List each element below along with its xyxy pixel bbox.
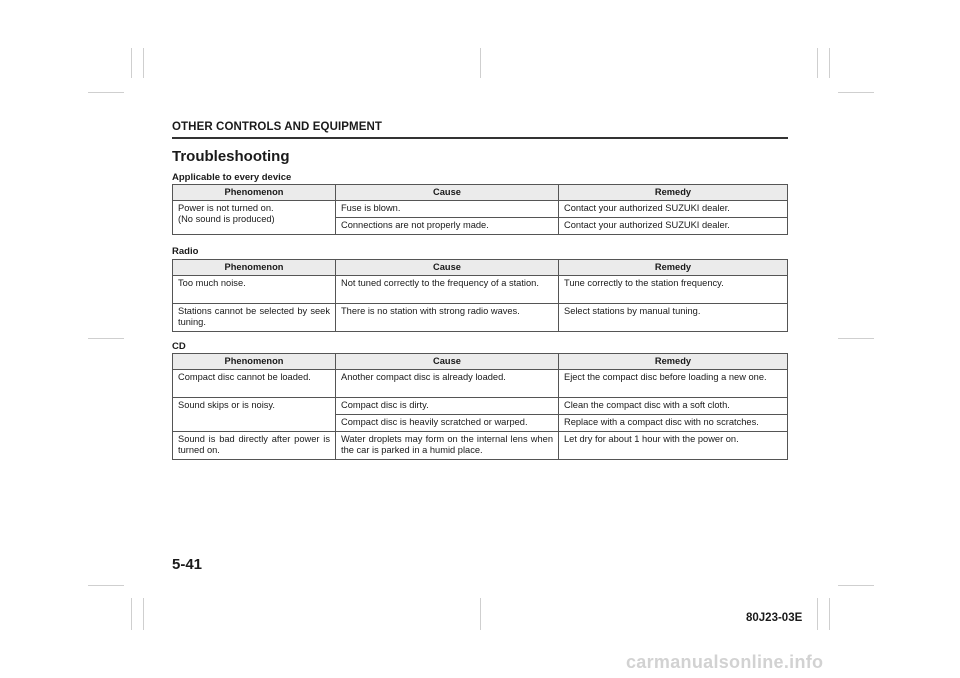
column-header: Phenomenon — [173, 354, 336, 370]
crop-mark — [838, 92, 874, 93]
table-row — [173, 370, 788, 398]
phenomenon-cell: Sound skips or is noisy. — [173, 398, 336, 432]
crop-mark — [143, 48, 144, 78]
cause-cell: Another compact disc is already loaded. — [336, 370, 559, 398]
remedy-cell: Select stations by manual tuning. — [559, 304, 788, 332]
table-row — [173, 304, 788, 332]
phenomenon-cell: Stations cannot be selected by seek tuning. — [173, 304, 336, 332]
cause-cell: Water droplets may form on the internal lens when the car is parked in a humid place. — [336, 432, 559, 460]
phenomenon-cell: Too much noise. — [173, 276, 336, 304]
crop-mark — [88, 92, 124, 93]
crop-mark — [131, 598, 132, 630]
table-cd — [172, 353, 788, 460]
table-every-device — [172, 184, 788, 235]
cause-cell: Fuse is blown. — [336, 201, 559, 218]
crop-mark — [131, 48, 132, 78]
section-heading-radio: Radio — [172, 246, 199, 257]
remedy-cell: Eject the compact disc before loading a new one. — [559, 370, 788, 398]
remedy-cell: Contact your authorized SUZUKI dealer. — [559, 201, 788, 218]
crop-mark — [480, 598, 481, 630]
column-header: Cause — [336, 260, 559, 276]
page-number: 5-41 — [172, 556, 203, 573]
column-header: Phenomenon — [173, 260, 336, 276]
table-row — [173, 398, 788, 415]
table-header-row — [173, 185, 788, 201]
table-row — [173, 276, 788, 304]
crop-mark — [817, 598, 818, 630]
remedy-cell: Clean the compact disc with a soft cloth. — [559, 398, 788, 415]
crop-mark — [88, 585, 124, 586]
section-heading-every-device: Applicable to every device — [172, 172, 292, 183]
remedy-cell: Let dry for about 1 hour with the power on. — [559, 432, 788, 460]
column-header: Remedy — [559, 354, 788, 370]
crop-mark — [88, 338, 124, 339]
section-heading-cd: CD — [172, 341, 186, 352]
document-code: 80J23-03E — [746, 612, 803, 624]
column-header: Cause — [336, 354, 559, 370]
phenomenon-cell: Sound is bad directly after power is turned on. — [173, 432, 336, 460]
table-header-row — [173, 354, 788, 370]
phenomenon-cell: Power is not turned on. (No sound is produced) — [173, 201, 336, 235]
column-header: Remedy — [559, 260, 788, 276]
column-header: Phenomenon — [173, 185, 336, 201]
crop-mark — [829, 598, 830, 630]
column-header: Cause — [336, 185, 559, 201]
crop-mark — [817, 48, 818, 78]
header-rule — [172, 137, 788, 139]
crop-mark — [838, 338, 874, 339]
table-header-row — [173, 260, 788, 276]
crop-mark — [829, 48, 830, 78]
table-row — [173, 201, 788, 218]
page-title: Troubleshooting — [172, 148, 290, 165]
remedy-cell: Contact your authorized SUZUKI dealer. — [559, 218, 788, 235]
cause-cell: Compact disc is dirty. — [336, 398, 559, 415]
column-header: Remedy — [559, 185, 788, 201]
table-row — [173, 432, 788, 460]
cause-cell: Connections are not properly made. — [336, 218, 559, 235]
watermark: carmanualsonline.info — [626, 652, 824, 672]
cause-cell: Compact disc is heavily scratched or warped. — [336, 415, 559, 432]
table-radio — [172, 259, 788, 332]
cause-cell: There is no station with strong radio waves. — [336, 304, 559, 332]
crop-mark — [838, 585, 874, 586]
crop-mark — [143, 598, 144, 630]
remedy-cell: Tune correctly to the station frequency. — [559, 276, 788, 304]
phenomenon-cell: Compact disc cannot be loaded. — [173, 370, 336, 398]
cause-cell: Not tuned correctly to the frequency of a station. — [336, 276, 559, 304]
remedy-cell: Replace with a compact disc with no scratches. — [559, 415, 788, 432]
crop-mark — [480, 48, 481, 78]
page-header: OTHER CONTROLS AND EQUIPMENT — [172, 121, 383, 133]
